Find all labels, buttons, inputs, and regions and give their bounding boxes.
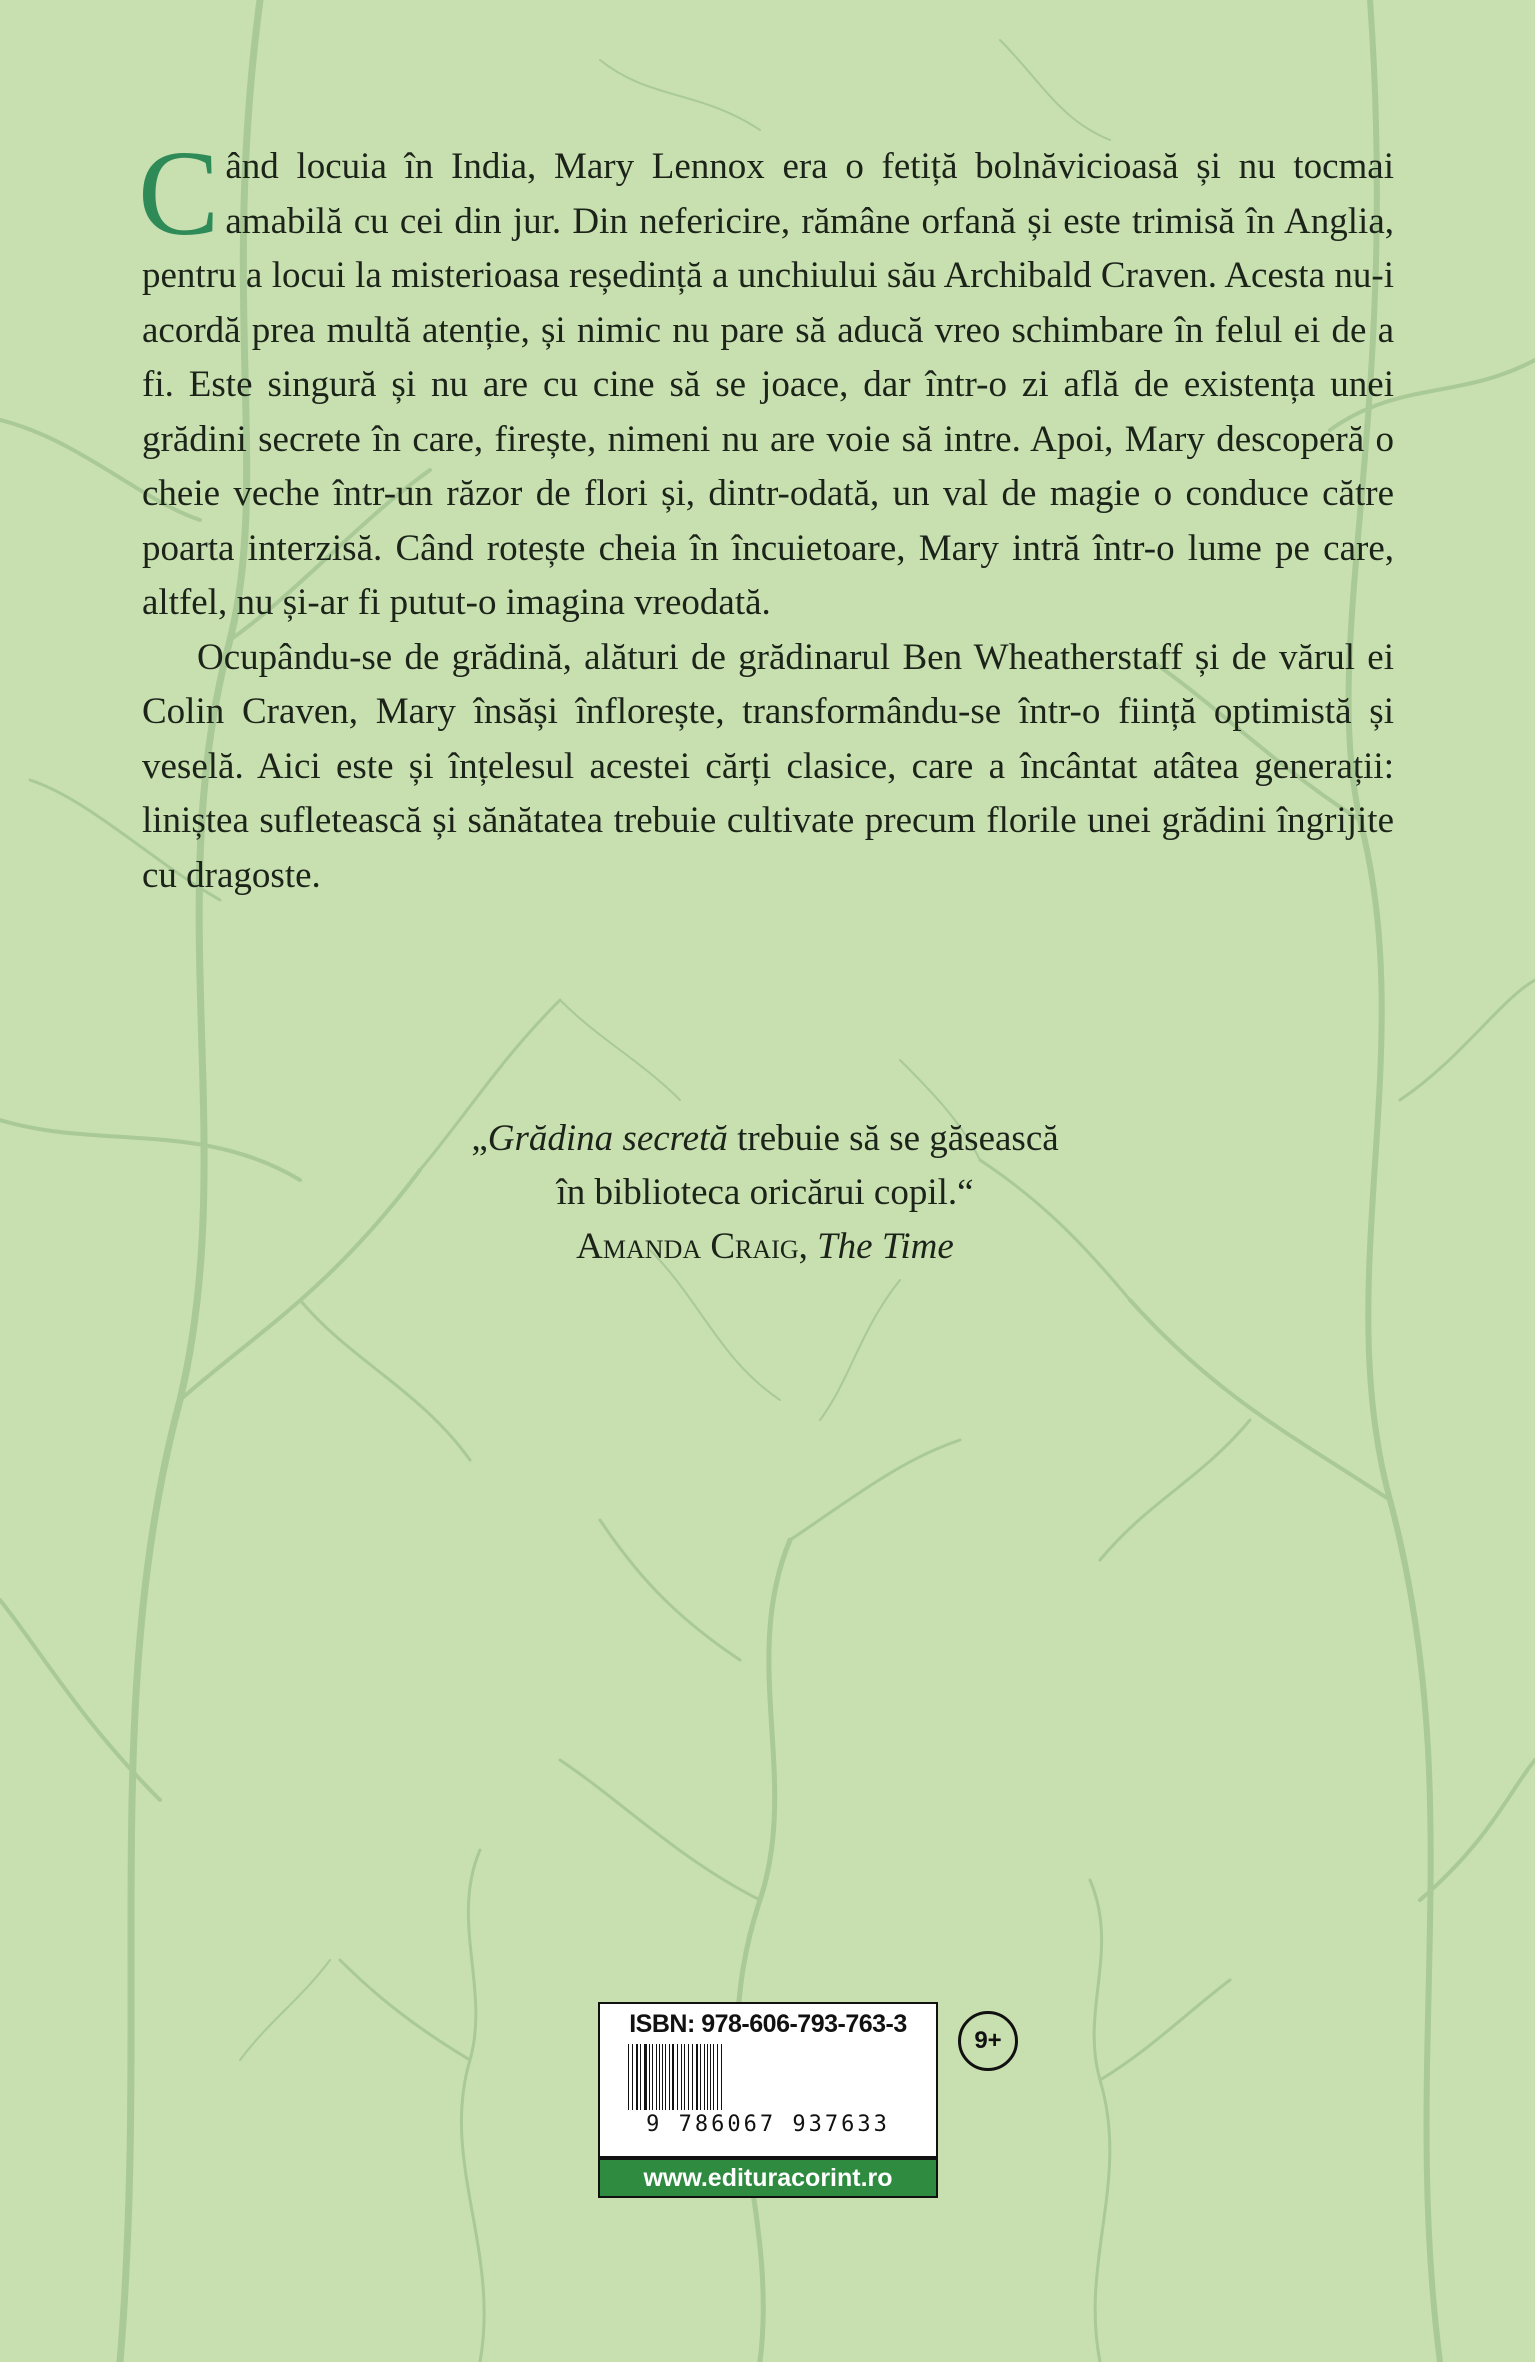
branch bbox=[340, 1850, 484, 2362]
barcode-bar bbox=[632, 2044, 633, 2110]
barcode-bar bbox=[644, 2044, 647, 2110]
barcode-digits: 9 786067 937633 bbox=[646, 2112, 890, 2137]
barcode-bar bbox=[640, 2044, 641, 2110]
description-paragraph-1 bbox=[138, 126, 1394, 631]
barcode-bar bbox=[669, 2044, 670, 2110]
drop-cap: C bbox=[138, 126, 220, 261]
barcode-bar bbox=[696, 2044, 698, 2110]
review-quote bbox=[390, 1112, 1140, 1274]
isbn-label: ISBN: 978-606-793-763-3 bbox=[629, 2010, 907, 2038]
barcode-bar bbox=[665, 2044, 666, 2110]
barcode-bar bbox=[700, 2044, 701, 2110]
quote-source: The Time bbox=[817, 1226, 954, 1267]
barcode-bar bbox=[681, 2044, 682, 2110]
barcode-bar bbox=[704, 2044, 705, 2110]
barcode-icon bbox=[626, 2044, 914, 2110]
description-paragraph-2: Ocupându-se de grădină, alături de grădinarul Ben Wheatherstaff și de vărul ei Colin Craven, Mary însăși înflorește, transformându-se într-o ființă optimistă și veselă. Aici este și înțelesul acestei cărți clasice, care a încântat atâtea generații: liniștea sufletească și sănătatea trebuie cultivate precum florile unei grădini îngrijite cu dragoste. bbox=[142, 636, 1394, 896]
barcode-bar bbox=[713, 2044, 714, 2110]
barcode-bar bbox=[659, 2044, 660, 2110]
barcode-bar bbox=[688, 2044, 689, 2110]
barcode-bar bbox=[677, 2044, 678, 2110]
barcode-bar bbox=[652, 2044, 653, 2110]
age-rating-badge: 9+ bbox=[958, 2011, 1018, 2071]
barcode-bar bbox=[672, 2044, 674, 2110]
branch bbox=[560, 1440, 960, 1900]
quote-line-2: în biblioteca oricărui copil.“ bbox=[556, 1172, 974, 1213]
quote-line-1: „Grădina secretă trebuie să se găsească bbox=[471, 1118, 1059, 1159]
barcode-bar bbox=[707, 2044, 708, 2110]
barcode-bar bbox=[721, 2044, 722, 2110]
branch bbox=[1090, 1880, 1230, 2362]
barcode-bar bbox=[662, 2044, 663, 2110]
quoted-book-title: Grădina secretă bbox=[487, 1118, 728, 1159]
barcode-bar bbox=[628, 2044, 629, 2110]
barcode-bar bbox=[717, 2044, 718, 2110]
barcode-box bbox=[598, 2002, 938, 2158]
barcode-bar bbox=[636, 2044, 638, 2110]
barcode-bar bbox=[684, 2044, 685, 2110]
paragraph-1-text: ând locuia în India, Mary Lennox era o fetiță bolnăvicioasă și nu tocmai amabilă cu cei din jur. Din nefericire, rămâne orfană și este trimisă în Anglia, pentru a locui la misterioasa reședință a unchiului său Archibald Craven. Acesta nu-i acordă prea multă atenție, și nimic nu pare să aducă vreo schimbare în felul ei de a fi. Este singură și nu are cu cine să se joace, dar într-o zi află de existența unei grădini secrete în care, firește, nimeni nu are voie să intre. Apoi, Mary descoperă o cheie veche într-un răzor de flori și, dintr-odată, un val de magie o conduce către poarta interzisă. Când rotește cheia în încuietoare, Mary intră într-o lume pe care, altfel, nu și-ar fi putut-o imagina vreodată. bbox=[142, 146, 1394, 623]
barcode-bar bbox=[692, 2044, 693, 2110]
quote-author: Amanda Craig bbox=[576, 1226, 799, 1267]
publisher-website: www.edituracorint.ro bbox=[598, 2158, 938, 2198]
barcode-bar bbox=[649, 2044, 650, 2110]
barcode-bar bbox=[710, 2044, 711, 2110]
quote-attribution: Amanda Craig, The Time bbox=[576, 1226, 954, 1267]
branch bbox=[737, 1540, 790, 2362]
barcode-bar bbox=[656, 2044, 657, 2110]
description-text bbox=[138, 126, 1394, 903]
